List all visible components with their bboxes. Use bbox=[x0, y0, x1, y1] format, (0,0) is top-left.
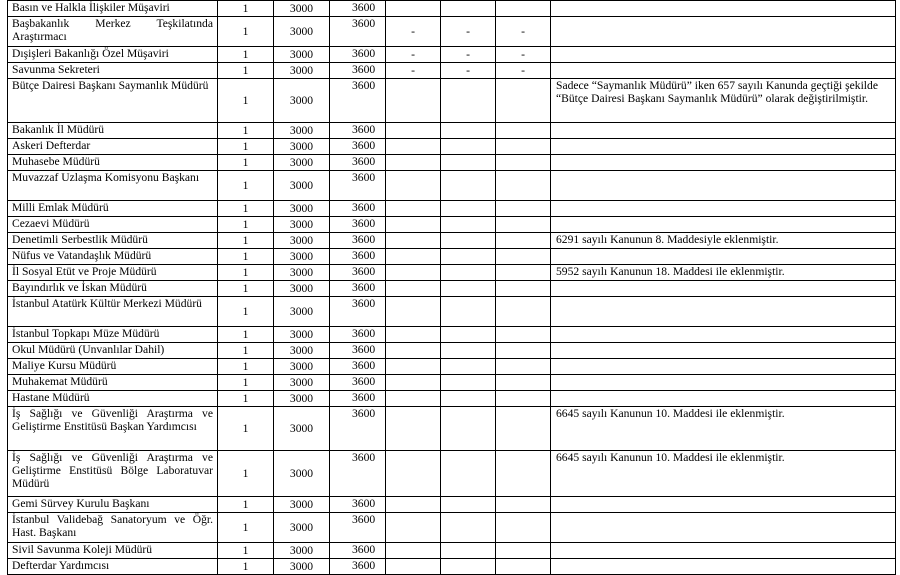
indicator-count: 1 bbox=[218, 451, 274, 497]
extra-value bbox=[496, 139, 551, 155]
indicator-value-2: 3600 bbox=[330, 155, 386, 171]
extra-value bbox=[386, 375, 441, 391]
legal-note bbox=[551, 201, 896, 217]
legal-note bbox=[551, 543, 896, 559]
indicator-value-2: 3600 bbox=[330, 249, 386, 265]
extra-value bbox=[441, 155, 496, 171]
position-title: Bayındırlık ve İskan Müdürü bbox=[8, 281, 218, 297]
indicator-value-1: 3000 bbox=[274, 559, 330, 575]
extra-value bbox=[441, 513, 496, 543]
indicator-value-2: 3600 bbox=[330, 1, 386, 17]
indicator-value-2: 3600 bbox=[330, 123, 386, 139]
indicator-value-1: 3000 bbox=[274, 343, 330, 359]
extra-value bbox=[386, 543, 441, 559]
legal-note bbox=[551, 47, 896, 63]
extra-value bbox=[496, 1, 551, 17]
extra-value bbox=[386, 217, 441, 233]
extra-value bbox=[441, 543, 496, 559]
extra-value bbox=[496, 79, 551, 123]
position-title: İstanbul Validebağ Sanatoryum ve Öğr. Hast. Başkanı bbox=[8, 513, 218, 543]
extra-value bbox=[386, 233, 441, 249]
extra-value: - bbox=[441, 47, 496, 63]
position-title: Bakanlık İl Müdürü bbox=[8, 123, 218, 139]
table-row bbox=[8, 217, 896, 233]
extra-value: - bbox=[386, 63, 441, 79]
extra-value bbox=[441, 297, 496, 327]
extra-value bbox=[441, 217, 496, 233]
indicator-count: 1 bbox=[218, 17, 274, 47]
table-row bbox=[8, 249, 896, 265]
indicator-value-2: 3600 bbox=[330, 513, 386, 543]
table-row bbox=[8, 265, 896, 281]
indicator-count: 1 bbox=[218, 543, 274, 559]
extra-value bbox=[496, 327, 551, 343]
extra-value bbox=[496, 233, 551, 249]
table-row bbox=[8, 1, 896, 17]
indicator-count: 1 bbox=[218, 359, 274, 375]
indicator-count: 1 bbox=[218, 327, 274, 343]
position-title: Bütçe Dairesi Başkanı Saymanlık Müdürü bbox=[8, 79, 218, 123]
indicator-count: 1 bbox=[218, 265, 274, 281]
extra-value bbox=[496, 281, 551, 297]
extra-value bbox=[496, 375, 551, 391]
table-row bbox=[8, 139, 896, 155]
indicator-value-1: 3000 bbox=[274, 391, 330, 407]
position-title: Defterdar Yardımcısı bbox=[8, 559, 218, 575]
indicator-value-1: 3000 bbox=[274, 139, 330, 155]
extra-value bbox=[496, 343, 551, 359]
table-row bbox=[8, 391, 896, 407]
extra-value bbox=[496, 407, 551, 451]
extra-value: - bbox=[386, 47, 441, 63]
indicator-value-1: 3000 bbox=[274, 47, 330, 63]
position-title: Askeri Defterdar bbox=[8, 139, 218, 155]
indicator-value-1: 3000 bbox=[274, 201, 330, 217]
legal-note bbox=[551, 297, 896, 327]
indicator-value-2: 3600 bbox=[330, 79, 386, 123]
table-row bbox=[8, 281, 896, 297]
indicator-value-1: 3000 bbox=[274, 281, 330, 297]
extra-value bbox=[496, 391, 551, 407]
table-row bbox=[8, 17, 896, 47]
extra-value bbox=[496, 249, 551, 265]
extra-value bbox=[386, 79, 441, 123]
extra-value bbox=[496, 297, 551, 327]
position-title: Dışişleri Bakanlığı Özel Müşaviri bbox=[8, 47, 218, 63]
extra-value bbox=[441, 201, 496, 217]
indicator-value-2: 3600 bbox=[330, 233, 386, 249]
extra-value bbox=[386, 343, 441, 359]
extra-value bbox=[496, 451, 551, 497]
indicator-value-1: 3000 bbox=[274, 407, 330, 451]
position-title: Okul Müdürü (Unvanlılar Dahil) bbox=[8, 343, 218, 359]
table-row bbox=[8, 233, 896, 249]
indicator-value-2: 3600 bbox=[330, 559, 386, 575]
indicator-value-1: 3000 bbox=[274, 297, 330, 327]
legal-note bbox=[551, 123, 896, 139]
indicator-value-1: 3000 bbox=[274, 79, 330, 123]
indicator-value-1: 3000 bbox=[274, 1, 330, 17]
table-row bbox=[8, 201, 896, 217]
indicator-count: 1 bbox=[218, 123, 274, 139]
extra-value bbox=[386, 171, 441, 201]
position-title: İstanbul Topkapı Müze Müdürü bbox=[8, 327, 218, 343]
extra-value bbox=[496, 217, 551, 233]
extra-value bbox=[386, 297, 441, 327]
position-indicator-table bbox=[7, 0, 896, 575]
extra-value bbox=[496, 201, 551, 217]
indicator-count: 1 bbox=[218, 201, 274, 217]
indicator-count: 1 bbox=[218, 559, 274, 575]
extra-value bbox=[386, 407, 441, 451]
indicator-count: 1 bbox=[218, 233, 274, 249]
extra-value bbox=[386, 123, 441, 139]
extra-value bbox=[496, 171, 551, 201]
indicator-value-1: 3000 bbox=[274, 375, 330, 391]
table-row bbox=[8, 63, 896, 79]
legal-note bbox=[551, 343, 896, 359]
indicator-count: 1 bbox=[218, 217, 274, 233]
position-title: Hastane Müdürü bbox=[8, 391, 218, 407]
extra-value bbox=[441, 343, 496, 359]
table-row bbox=[8, 451, 896, 497]
extra-value bbox=[386, 249, 441, 265]
indicator-value-2: 3600 bbox=[330, 47, 386, 63]
indicator-value-1: 3000 bbox=[274, 265, 330, 281]
indicator-count: 1 bbox=[218, 407, 274, 451]
indicator-value-2: 3600 bbox=[330, 451, 386, 497]
extra-value bbox=[441, 265, 496, 281]
indicator-value-2: 3600 bbox=[330, 17, 386, 47]
extra-value bbox=[496, 497, 551, 513]
indicator-count: 1 bbox=[218, 1, 274, 17]
extra-value bbox=[441, 1, 496, 17]
legal-note bbox=[551, 249, 896, 265]
extra-value: - bbox=[441, 63, 496, 79]
extra-value: - bbox=[441, 17, 496, 47]
indicator-value-1: 3000 bbox=[274, 123, 330, 139]
indicator-value-2: 3600 bbox=[330, 63, 386, 79]
extra-value bbox=[441, 375, 496, 391]
indicator-value-2: 3600 bbox=[330, 327, 386, 343]
legal-note bbox=[551, 497, 896, 513]
extra-value bbox=[386, 497, 441, 513]
position-title: Cezaevi Müdürü bbox=[8, 217, 218, 233]
extra-value: - bbox=[496, 47, 551, 63]
indicator-value-1: 3000 bbox=[274, 513, 330, 543]
indicator-value-1: 3000 bbox=[274, 249, 330, 265]
extra-value bbox=[441, 281, 496, 297]
indicator-value-2: 3600 bbox=[330, 201, 386, 217]
position-title: Basın ve Halkla İlişkiler Müşaviri bbox=[8, 1, 218, 17]
table-row bbox=[8, 543, 896, 559]
table-row bbox=[8, 123, 896, 139]
extra-value bbox=[386, 1, 441, 17]
legal-note bbox=[551, 155, 896, 171]
legal-note: 5952 sayılı Kanunun 18. Maddesi ile eklenmiştir. bbox=[551, 265, 896, 281]
indicator-count: 1 bbox=[218, 497, 274, 513]
indicator-value-2: 3600 bbox=[330, 497, 386, 513]
extra-value bbox=[441, 79, 496, 123]
position-title: Muvazzaf Uzlaşma Komisyonu Başkanı bbox=[8, 171, 218, 201]
legal-note bbox=[551, 359, 896, 375]
legal-note bbox=[551, 375, 896, 391]
extra-value bbox=[496, 155, 551, 171]
position-title: İş Sağlığı ve Güvenliği Araştırma ve Geliştirme Enstitüsü Başkan Yardımcısı bbox=[8, 407, 218, 451]
table-row bbox=[8, 407, 896, 451]
position-title: İl Sosyal Etüt ve Proje Müdürü bbox=[8, 265, 218, 281]
indicator-value-2: 3600 bbox=[330, 391, 386, 407]
indicator-count: 1 bbox=[218, 391, 274, 407]
extra-value bbox=[386, 513, 441, 543]
indicator-value-2: 3600 bbox=[330, 265, 386, 281]
extra-value bbox=[386, 281, 441, 297]
table-row bbox=[8, 47, 896, 63]
table-row bbox=[8, 359, 896, 375]
indicator-count: 1 bbox=[218, 249, 274, 265]
extra-value bbox=[386, 359, 441, 375]
legal-note bbox=[551, 513, 896, 543]
indicator-value-1: 3000 bbox=[274, 359, 330, 375]
extra-value bbox=[441, 407, 496, 451]
indicator-value-2: 3600 bbox=[330, 407, 386, 451]
extra-value bbox=[441, 139, 496, 155]
indicator-value-2: 3600 bbox=[330, 375, 386, 391]
indicator-value-2: 3600 bbox=[330, 281, 386, 297]
legal-note bbox=[551, 17, 896, 47]
extra-value bbox=[496, 543, 551, 559]
extra-value bbox=[441, 391, 496, 407]
position-title: Muhakemat Müdürü bbox=[8, 375, 218, 391]
legal-note bbox=[551, 171, 896, 201]
extra-value bbox=[441, 359, 496, 375]
extra-value bbox=[441, 171, 496, 201]
indicator-value-1: 3000 bbox=[274, 327, 330, 343]
extra-value: - bbox=[496, 63, 551, 79]
legal-note: 6291 sayılı Kanunun 8. Maddesiyle eklenmiştir. bbox=[551, 233, 896, 249]
extra-value bbox=[386, 155, 441, 171]
position-title: Maliye Kursu Müdürü bbox=[8, 359, 218, 375]
indicator-value-1: 3000 bbox=[274, 63, 330, 79]
indicator-count: 1 bbox=[218, 281, 274, 297]
extra-value bbox=[441, 249, 496, 265]
extra-value bbox=[441, 233, 496, 249]
indicator-value-1: 3000 bbox=[274, 497, 330, 513]
table-row bbox=[8, 497, 896, 513]
extra-value bbox=[386, 327, 441, 343]
indicator-count: 1 bbox=[218, 375, 274, 391]
legal-note: Sadece “Saymanlık Müdürü” iken 657 sayılı Kanunda geçtiği şekilde “Bütçe Dairesi Başkanı Saymanlık Müdürü” olarak değiştirilmiştir. bbox=[551, 79, 896, 123]
indicator-count: 1 bbox=[218, 47, 274, 63]
extra-value: - bbox=[386, 17, 441, 47]
legal-note bbox=[551, 139, 896, 155]
extra-value bbox=[441, 497, 496, 513]
indicator-count: 1 bbox=[218, 63, 274, 79]
table-row bbox=[8, 171, 896, 201]
legal-note bbox=[551, 63, 896, 79]
table-row bbox=[8, 513, 896, 543]
indicator-value-2: 3600 bbox=[330, 343, 386, 359]
legal-note bbox=[551, 1, 896, 17]
indicator-count: 1 bbox=[218, 513, 274, 543]
extra-value bbox=[386, 265, 441, 281]
indicator-count: 1 bbox=[218, 155, 274, 171]
table-row bbox=[8, 327, 896, 343]
indicator-count: 1 bbox=[218, 343, 274, 359]
extra-value bbox=[496, 123, 551, 139]
table-body bbox=[8, 1, 896, 575]
indicator-value-1: 3000 bbox=[274, 17, 330, 47]
indicator-count: 1 bbox=[218, 79, 274, 123]
extra-value bbox=[441, 123, 496, 139]
extra-value bbox=[441, 451, 496, 497]
table-row bbox=[8, 343, 896, 359]
indicator-count: 1 bbox=[218, 297, 274, 327]
extra-value bbox=[386, 391, 441, 407]
position-title: Gemi Sürvey Kurulu Başkanı bbox=[8, 497, 218, 513]
table-row bbox=[8, 79, 896, 123]
indicator-value-1: 3000 bbox=[274, 217, 330, 233]
legal-note bbox=[551, 391, 896, 407]
extra-value bbox=[496, 359, 551, 375]
legal-note: 6645 sayılı Kanunun 10. Maddesi ile eklenmiştir. bbox=[551, 407, 896, 451]
indicator-value-2: 3600 bbox=[330, 139, 386, 155]
extra-value bbox=[386, 139, 441, 155]
legal-note bbox=[551, 327, 896, 343]
legal-note bbox=[551, 217, 896, 233]
indicator-value-1: 3000 bbox=[274, 233, 330, 249]
indicator-value-1: 3000 bbox=[274, 155, 330, 171]
extra-value bbox=[496, 513, 551, 543]
table-row bbox=[8, 155, 896, 171]
legal-note: 6645 sayılı Kanunun 10. Maddesi ile eklenmiştir. bbox=[551, 451, 896, 497]
table-row bbox=[8, 375, 896, 391]
position-title: Başbakanlık Merkez Teşkilatında Araştırmacı bbox=[8, 17, 218, 47]
indicator-value-1: 3000 bbox=[274, 451, 330, 497]
position-title: Savunma Sekreteri bbox=[8, 63, 218, 79]
indicator-value-1: 3000 bbox=[274, 543, 330, 559]
indicator-value-2: 3600 bbox=[330, 297, 386, 327]
position-title: Nüfus ve Vatandaşlık Müdürü bbox=[8, 249, 218, 265]
extra-value: - bbox=[496, 17, 551, 47]
position-title: İş Sağlığı ve Güvenliği Araştırma ve Geliştirme Enstitüsü Bölge Laboratuvar Müdürü bbox=[8, 451, 218, 497]
indicator-value-2: 3600 bbox=[330, 359, 386, 375]
indicator-count: 1 bbox=[218, 171, 274, 201]
legal-note bbox=[551, 281, 896, 297]
indicator-value-2: 3600 bbox=[330, 171, 386, 201]
indicator-value-2: 3600 bbox=[330, 217, 386, 233]
position-title: Sivil Savunma Koleji Müdürü bbox=[8, 543, 218, 559]
indicator-count: 1 bbox=[218, 139, 274, 155]
extra-value bbox=[441, 327, 496, 343]
indicator-value-2: 3600 bbox=[330, 543, 386, 559]
extra-value bbox=[386, 451, 441, 497]
position-title: Milli Emlak Müdürü bbox=[8, 201, 218, 217]
position-title: Denetimli Serbestlik Müdürü bbox=[8, 233, 218, 249]
table-row bbox=[8, 297, 896, 327]
position-title: İstanbul Atatürk Kültür Merkezi Müdürü bbox=[8, 297, 218, 327]
indicator-value-1: 3000 bbox=[274, 171, 330, 201]
extra-value bbox=[496, 265, 551, 281]
position-title: Muhasebe Müdürü bbox=[8, 155, 218, 171]
extra-value bbox=[386, 201, 441, 217]
